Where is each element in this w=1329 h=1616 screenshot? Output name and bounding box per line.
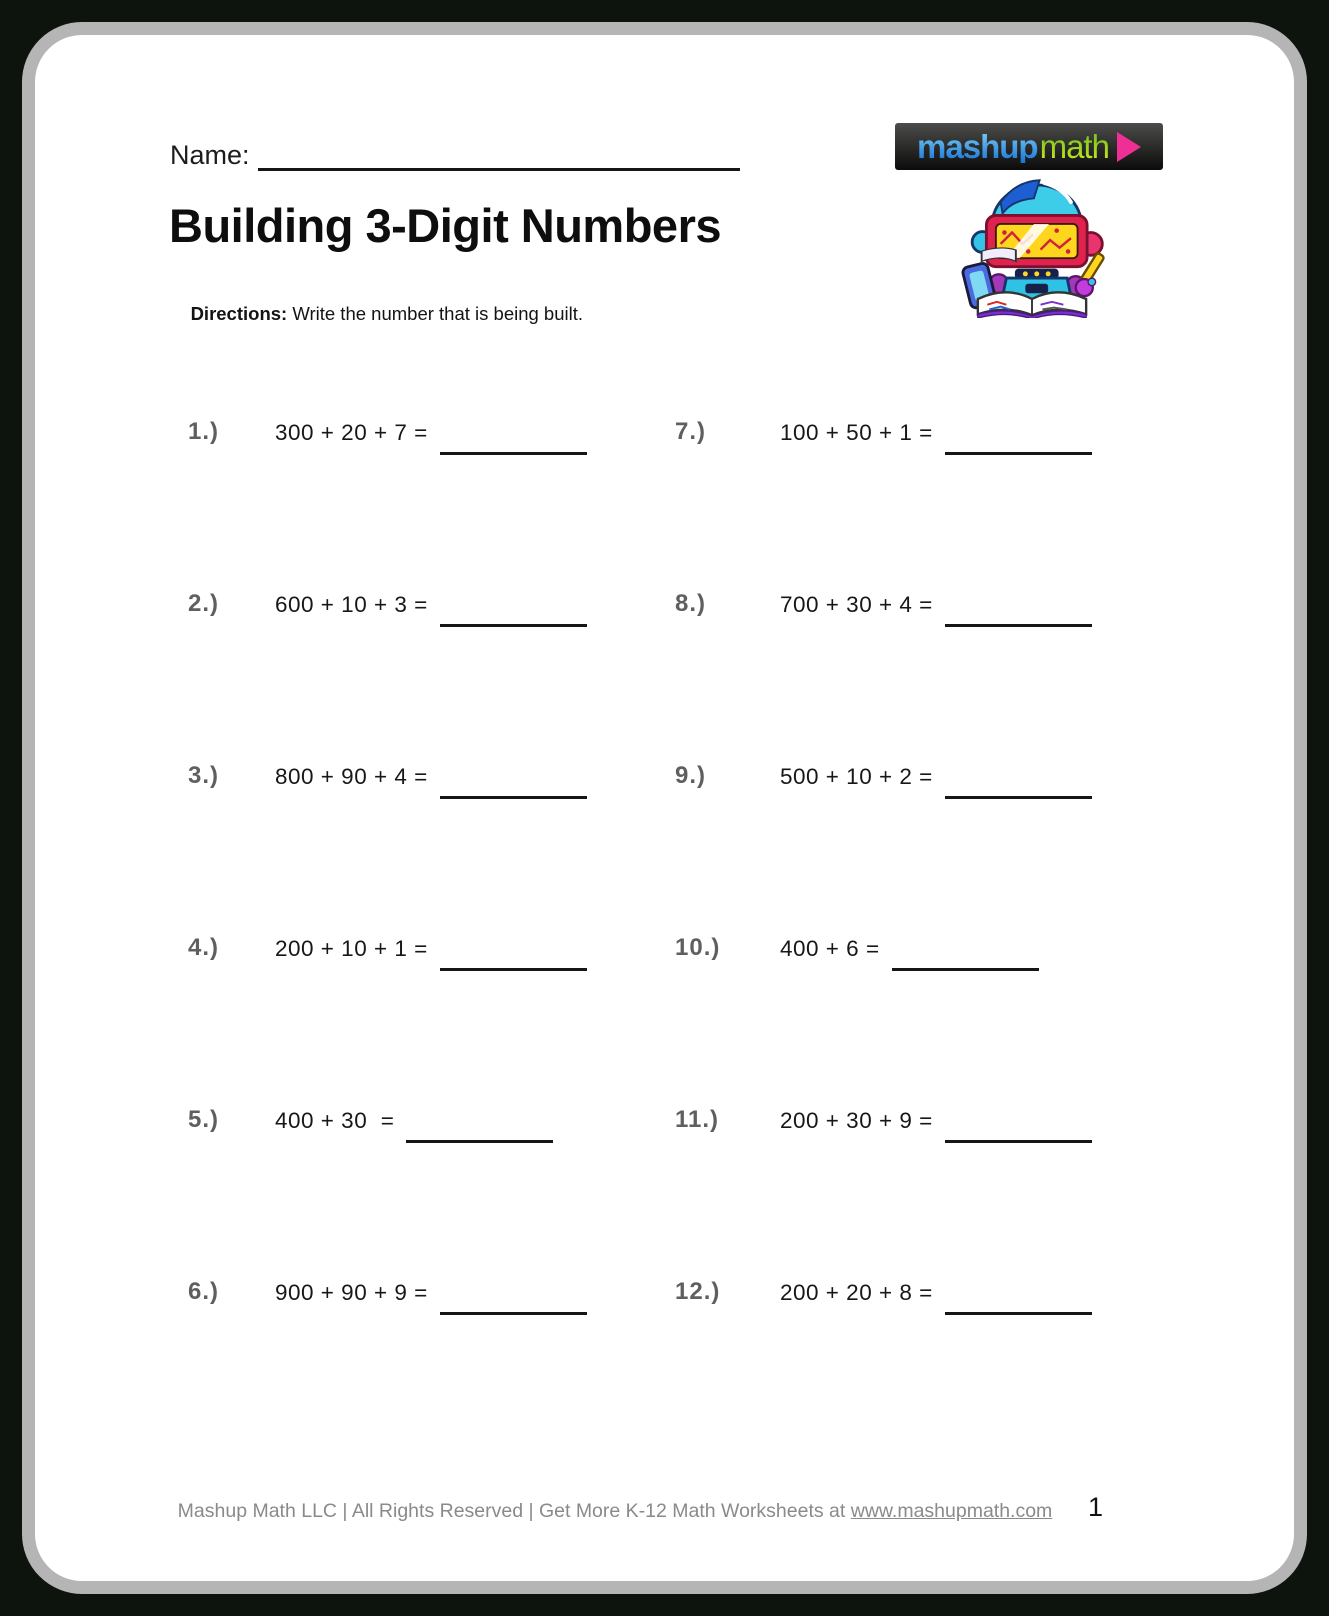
answer-blank [440, 428, 587, 455]
problem-9 [675, 716, 1188, 790]
problem-number: 6.) [188, 1278, 220, 1305]
problem-7 [675, 372, 1188, 446]
problem-number: 5.) [188, 1106, 220, 1133]
answer-blank [945, 772, 1092, 799]
problem-number: 2.) [188, 590, 220, 617]
problem-expression: 400 + 6 = [780, 936, 880, 961]
problem-6 [188, 1232, 675, 1306]
answer-blank [440, 944, 587, 971]
problem-2 [188, 544, 675, 618]
problem-number: 1.) [188, 418, 220, 445]
problem-8 [675, 544, 1188, 618]
answer-blank [892, 944, 1039, 971]
problem-expression: 100 + 50 + 1 = [780, 420, 933, 445]
problem-expression: 200 + 20 + 8 = [780, 1280, 933, 1305]
directions [170, 281, 583, 347]
problem-number: 7.) [675, 418, 707, 445]
answer-blank [945, 1116, 1092, 1143]
problem-4 [188, 888, 675, 962]
name-row [170, 140, 740, 171]
answer-blank [440, 600, 587, 627]
footer [0, 1500, 1230, 1523]
problem-expression: 900 + 90 + 9 = [275, 1280, 428, 1305]
problem-expression: 400 + 30 = [275, 1108, 395, 1133]
problem-5 [188, 1060, 675, 1134]
problem-number: 8.) [675, 590, 707, 617]
answer-blank [945, 1288, 1092, 1315]
answer-blank [945, 428, 1092, 455]
problem-expression: 700 + 30 + 4 = [780, 592, 933, 617]
problem-number: 10.) [675, 934, 721, 961]
answer-blank [406, 1116, 553, 1143]
directions-label: Directions: [190, 303, 288, 324]
problem-1 [188, 372, 675, 446]
mashupmath-logo [895, 123, 1163, 170]
play-triangle-icon [1117, 132, 1141, 162]
logo-text-math: math [1039, 128, 1109, 165]
problem-expression: 600 + 10 + 3 = [275, 592, 428, 617]
name-blank-line [258, 142, 740, 171]
problem-expression: 200 + 10 + 1 = [275, 936, 428, 961]
answer-blank [945, 600, 1092, 627]
worksheet-title: Building 3-Digit Numbers [169, 199, 721, 252]
problem-number: 3.) [188, 762, 220, 789]
name-label: Name: [170, 140, 250, 170]
problem-12 [675, 1232, 1188, 1306]
problem-number: 4.) [188, 934, 220, 961]
answer-blank [440, 1288, 587, 1315]
problem-expression: 300 + 20 + 7 = [275, 420, 428, 445]
problem-3 [188, 716, 675, 790]
page-number: 1 [1088, 1492, 1104, 1522]
problem-expression: 800 + 90 + 4 = [275, 764, 428, 789]
footer-text: Mashup Math LLC | All Rights Reserved | Get More K-12 Math Worksheets at [177, 1500, 851, 1522]
problem-expression: 500 + 10 + 2 = [780, 764, 933, 789]
problem-number: 12.) [675, 1278, 721, 1305]
directions-text: Write the number that is being built. [287, 303, 584, 324]
problem-11 [675, 1060, 1188, 1134]
logo-text-mashup: mashup [917, 128, 1038, 165]
robot-mascot-icon [938, 166, 1126, 318]
problem-expression: 200 + 30 + 9 = [780, 1108, 933, 1133]
problem-10 [675, 888, 1188, 962]
answer-blank [440, 772, 587, 799]
problem-number: 11.) [675, 1106, 720, 1133]
problem-number: 9.) [675, 762, 707, 789]
problems-grid [188, 372, 1188, 1404]
footer-link[interactable]: www.mashupmath.com [850, 1500, 1053, 1522]
